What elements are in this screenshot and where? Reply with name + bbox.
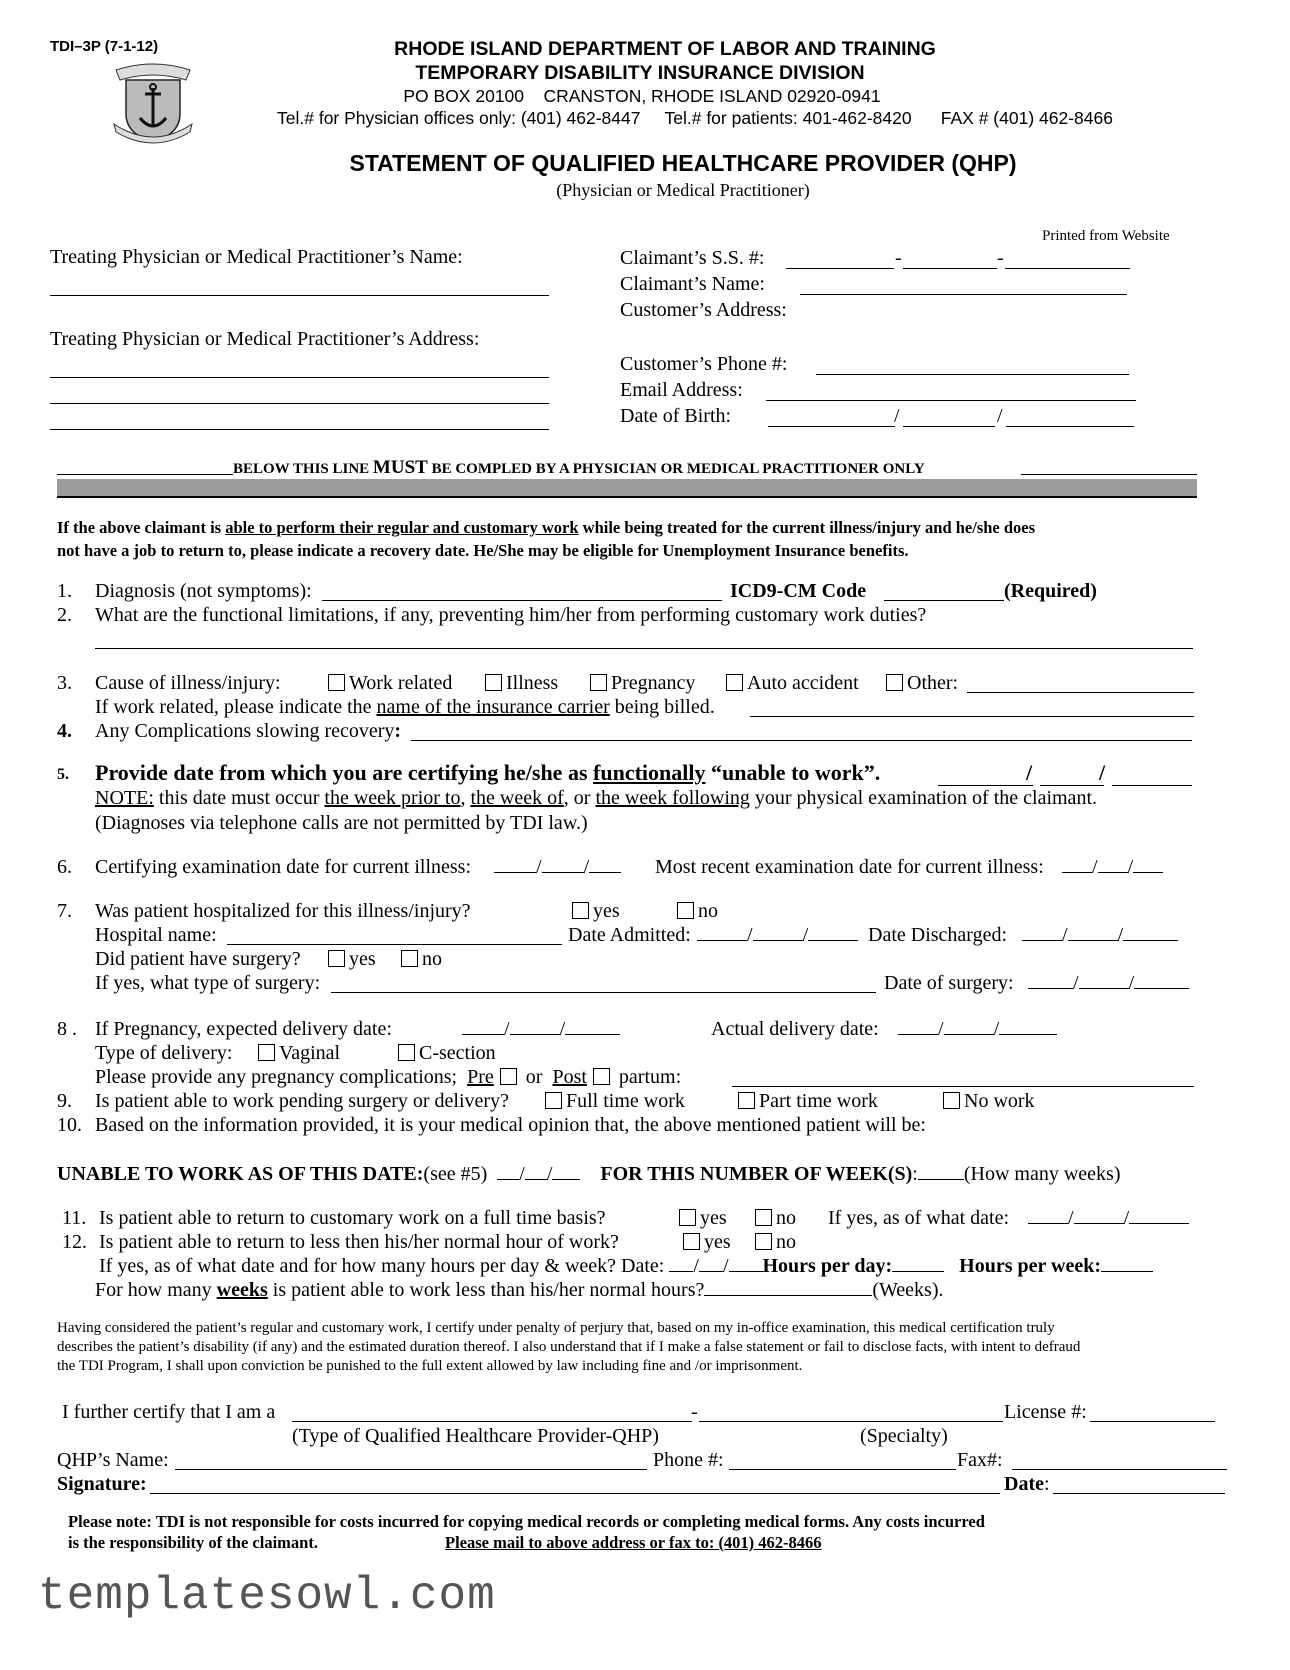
qhp-phone-label: Phone #: bbox=[653, 1449, 724, 1471]
unable-to-work-row: UNABLE TO WORK AS OF THIS DATE:(see #5) / / FOR THIS NUMBER OF WEEK(S): (How many weeks) bbox=[57, 1163, 1121, 1185]
full-time-option[interactable]: Full time work bbox=[539, 1090, 685, 1113]
division-name: TEMPORARY DISABILITY INSURANCE DIVISION bbox=[415, 62, 865, 84]
physician-address-field-3[interactable] bbox=[50, 429, 549, 430]
icd9-label: ICD9-CM Code bbox=[730, 580, 867, 602]
claimant-name-label: Claimant’s Name: bbox=[620, 273, 765, 295]
medical-opinion-label: Based on the information provided, it is your medical opinion that, the above mentioned patient will be: bbox=[95, 1114, 926, 1136]
part-time-checkbox[interactable] bbox=[738, 1092, 755, 1109]
dob-year-field[interactable] bbox=[1006, 426, 1134, 427]
full-time-return-yes-checkbox[interactable] bbox=[679, 1209, 696, 1226]
cause-other[interactable]: Other: bbox=[880, 672, 958, 695]
physician-address-label: Treating Physician or Medical Practitioner’s Address: bbox=[50, 328, 480, 350]
recent-exam-date[interactable]: / / bbox=[1062, 856, 1163, 879]
delivery-csection[interactable]: C-section bbox=[392, 1042, 496, 1065]
delivery-type-label: Type of delivery: bbox=[95, 1042, 233, 1064]
further-certify-label: I further certify that I am a bbox=[62, 1401, 276, 1423]
reduced-weeks-field[interactable] bbox=[704, 1281, 872, 1296]
intro-line-2: not have a job to return to, please indicate a recovery date. He/She may be eligible for Unemployment Insurance benefits. bbox=[57, 541, 909, 560]
surgery-type-label: If yes, what type of surgery: bbox=[95, 972, 321, 994]
license-label: License #: bbox=[1004, 1401, 1087, 1423]
certification-line-1: Having considered the patient’s regular and customary work, I certify under penalty of perjury that, based on my in-office examination, this medical certification truly bbox=[57, 1320, 1055, 1336]
hospitalized-label: Was patient hospitalized for this illness/injury? bbox=[95, 900, 471, 922]
footer-note-1: Please note: TDI is not responsible for costs incurred for copying medical records or completing medical forms. Any costs incurred bbox=[68, 1512, 985, 1531]
insurance-carrier-field[interactable] bbox=[750, 716, 1194, 717]
reduced-hours-yes[interactable]: yes bbox=[677, 1231, 731, 1254]
weeks-field[interactable] bbox=[918, 1165, 964, 1180]
certify-date-label: Provide date from which you are certifying he/she as functionally “unable to work”. bbox=[95, 760, 881, 785]
full-time-return-label: Is patient able to return to customary work on a full time basis? bbox=[99, 1207, 606, 1229]
qhp-type-field[interactable] bbox=[292, 1421, 692, 1422]
surgery-label: Did patient have surgery? bbox=[95, 948, 301, 970]
hospitalized-no[interactable]: no bbox=[671, 900, 718, 923]
date-admitted-label: Date Admitted: bbox=[568, 924, 691, 946]
hours-per-week-field[interactable] bbox=[1101, 1257, 1153, 1272]
auto-accident-checkbox[interactable] bbox=[726, 674, 743, 691]
specialty-field[interactable] bbox=[699, 1421, 1003, 1422]
diagnosis-field[interactable] bbox=[322, 600, 722, 601]
physician-name-field[interactable] bbox=[50, 295, 549, 296]
hospital-name-label: Hospital name: bbox=[95, 924, 217, 946]
cause-other-field[interactable] bbox=[967, 692, 1194, 693]
certify-date-day[interactable] bbox=[1040, 785, 1104, 786]
agency-address: PO BOX 20100 CRANSTON, RHODE ISLAND 02920-0941 bbox=[403, 86, 881, 106]
surgery-no[interactable]: no bbox=[395, 948, 442, 971]
pre-partum-checkbox[interactable] bbox=[500, 1068, 517, 1085]
physician-name-label: Treating Physician or Medical Practitioner’s Name: bbox=[50, 246, 463, 268]
claimant-ss-field-3[interactable] bbox=[1005, 268, 1130, 269]
pregnancy-complications-field[interactable] bbox=[732, 1086, 1194, 1087]
illness-checkbox[interactable] bbox=[485, 674, 502, 691]
claimant-name-field[interactable] bbox=[800, 294, 1127, 295]
reduced-hours-no[interactable]: no bbox=[749, 1231, 796, 1254]
other-checkbox[interactable] bbox=[886, 674, 903, 691]
pregnancy-complications: Please provide any pregnancy complications; Pre or Post partum: bbox=[95, 1066, 682, 1088]
complications-label: Any Complications slowing recovery: bbox=[95, 720, 402, 742]
expected-delivery-label: If Pregnancy, expected delivery date: bbox=[95, 1018, 392, 1040]
certify-note: NOTE: this date must occur the week prior to, the week of, or the week following your physical examination of the claimant. bbox=[95, 787, 1097, 809]
license-field[interactable] bbox=[1090, 1421, 1215, 1422]
cause-auto-accident[interactable]: Auto accident bbox=[720, 672, 859, 695]
footer-mail-fax: Please mail to above address or fax to: (401) 462-8466 bbox=[445, 1533, 822, 1552]
reduced-hours-no-checkbox[interactable] bbox=[755, 1233, 772, 1250]
no-work-checkbox[interactable] bbox=[943, 1092, 960, 1109]
functional-limitations-field[interactable] bbox=[95, 648, 1193, 649]
footer-note-2: is the responsibility of the claimant. bbox=[68, 1533, 318, 1552]
full-time-checkbox[interactable] bbox=[545, 1092, 562, 1109]
full-time-return-no[interactable]: no bbox=[749, 1207, 796, 1230]
work-related-checkbox[interactable] bbox=[328, 674, 345, 691]
expected-delivery-field[interactable]: / / bbox=[462, 1018, 620, 1041]
complications-field[interactable] bbox=[411, 740, 1192, 741]
cause-illness[interactable]: Illness bbox=[479, 672, 558, 695]
certify-note-2: (Diagnoses via telephone calls are not permitted by TDI law.) bbox=[95, 812, 588, 834]
qhp-fax-label: Fax#: bbox=[957, 1449, 1003, 1471]
certifying-exam-date[interactable]: / / bbox=[494, 856, 621, 879]
recent-exam-label: Most recent examination date for current illness: bbox=[655, 856, 1044, 878]
required-label: (Required) bbox=[1004, 580, 1097, 602]
full-time-return-yes[interactable]: yes bbox=[673, 1207, 727, 1230]
full-time-return-no-checkbox[interactable] bbox=[755, 1209, 772, 1226]
qhp-phone-field[interactable] bbox=[729, 1469, 956, 1470]
qhp-name-label: QHP’s Name: bbox=[57, 1449, 169, 1471]
divider-text: BELOW THIS LINE MUST BE COMPLED BY A PHYSICIAN OR MEDICAL PRACTITIONER ONLY bbox=[233, 457, 925, 478]
claimant-ss-field-1[interactable] bbox=[786, 268, 894, 269]
cause-label: Cause of illness/injury: bbox=[95, 672, 281, 694]
surgery-yes[interactable]: yes bbox=[322, 948, 376, 971]
cause-pregnancy[interactable]: Pregnancy bbox=[584, 672, 695, 695]
hospital-name-field[interactable] bbox=[227, 944, 562, 945]
signature-field[interactable] bbox=[150, 1493, 1000, 1494]
page-title: STATEMENT OF QUALIFIED HEALTHCARE PROVIDER (QHP) bbox=[349, 150, 1017, 176]
surgery-date-field[interactable]: / / bbox=[1028, 972, 1189, 995]
customer-address-label: Customer’s Address: bbox=[620, 299, 787, 321]
qhp-fax-field[interactable] bbox=[1012, 1469, 1227, 1470]
qhp-type-caption: (Type of Qualified Healthcare Provider-QHP) bbox=[292, 1425, 659, 1447]
actual-delivery-field[interactable]: / / bbox=[898, 1018, 1057, 1041]
customer-phone-field[interactable] bbox=[816, 374, 1129, 375]
certify-date-month[interactable] bbox=[938, 785, 1033, 786]
physician-address-field-2[interactable] bbox=[50, 403, 549, 404]
reduced-hours-yes-checkbox[interactable] bbox=[683, 1233, 700, 1250]
pregnancy-checkbox[interactable] bbox=[590, 674, 607, 691]
surgery-date-label: Date of surgery: bbox=[884, 972, 1014, 994]
hospitalized-yes-checkbox[interactable] bbox=[572, 902, 589, 919]
customer-phone-label: Customer’s Phone #: bbox=[620, 353, 788, 375]
certify-date-year[interactable] bbox=[1112, 785, 1192, 786]
full-time-return-date-label: If yes, as of what date: bbox=[828, 1207, 1010, 1229]
actual-delivery-label: Actual delivery date: bbox=[711, 1018, 879, 1040]
csection-checkbox[interactable] bbox=[398, 1044, 415, 1061]
work-pending-label: Is patient able to work pending surgery or delivery? bbox=[95, 1090, 509, 1112]
signature-date-label: Date: bbox=[1004, 1473, 1050, 1495]
no-work-option[interactable]: No work bbox=[937, 1090, 1035, 1113]
certification-line-2: describes the patient’s disability (if any) and the estimated duration thereof. I also understand that if I make a false statement or fail to disclose facts, with intent to defraud bbox=[57, 1339, 1081, 1355]
page-subtitle: (Physician or Medical Practitioner) bbox=[556, 180, 810, 200]
claimant-ss-label: Claimant’s S.S. #: bbox=[620, 247, 765, 269]
dob-month-field[interactable] bbox=[768, 426, 895, 427]
printed-note: Printed from Website bbox=[1042, 228, 1170, 244]
date-admitted-field[interactable]: / / bbox=[697, 924, 858, 947]
intro-line-1: If the above claimant is able to perform their regular and customary work while being treated for the current illness/injury and he/she does bbox=[57, 518, 1036, 537]
full-time-return-date[interactable]: / / bbox=[1028, 1207, 1189, 1230]
certification-line-3: the TDI Program, I shall upon conviction be punished to the full extent allowed by law including fine and /or imprisonment. bbox=[57, 1358, 803, 1374]
diagnosis-label: Diagnosis (not symptoms): bbox=[95, 580, 312, 602]
agency-phones: Tel.# for Physician offices only: (401) 462-8447 Tel.# for patients: 401-462-8420 FAX # (401) 462-8466 bbox=[277, 108, 1113, 128]
insurance-carrier-label: If work related, please indicate the name of the insurance carrier being billed. bbox=[95, 696, 715, 718]
dept-name: RHODE ISLAND DEPARTMENT OF LABOR AND TRAINING bbox=[394, 38, 936, 60]
surgery-type-field[interactable] bbox=[331, 992, 876, 993]
physician-address-field-1[interactable] bbox=[50, 377, 549, 378]
qhp-name-field[interactable] bbox=[175, 1469, 647, 1470]
certifying-exam-label: Certifying examination date for current illness: bbox=[95, 856, 471, 878]
vaginal-checkbox[interactable] bbox=[258, 1044, 275, 1061]
email-label: Email Address: bbox=[620, 379, 743, 401]
watermark: templatesowl.com bbox=[38, 1570, 496, 1622]
post-partum-checkbox[interactable] bbox=[593, 1068, 610, 1085]
dob-label: Date of Birth: bbox=[620, 405, 732, 427]
signature-label: Signature: bbox=[57, 1473, 147, 1495]
delivery-vaginal[interactable]: Vaginal bbox=[252, 1042, 340, 1065]
divider-bar bbox=[57, 479, 1197, 498]
claimant-ss-field-2[interactable] bbox=[903, 268, 997, 269]
cause-work-related[interactable]: Work related bbox=[322, 672, 452, 695]
hospitalized-no-checkbox[interactable] bbox=[677, 902, 694, 919]
icd9-field[interactable] bbox=[884, 600, 1004, 601]
surgery-yes-checkbox[interactable] bbox=[328, 950, 345, 967]
dob-day-field[interactable] bbox=[903, 426, 995, 427]
part-time-option[interactable]: Part time work bbox=[732, 1090, 878, 1113]
date-discharged-label: Date Discharged: bbox=[868, 924, 1008, 946]
email-field[interactable] bbox=[766, 400, 1136, 401]
form-code: TDI–3P (7-1-12) bbox=[50, 38, 159, 55]
date-discharged-field[interactable]: / / bbox=[1022, 924, 1178, 947]
reduced-weeks-label: For how many weeks is patient able to work less than his/her normal hours? (Weeks). bbox=[95, 1279, 944, 1301]
signature-date-field[interactable] bbox=[1053, 1493, 1225, 1494]
surgery-no-checkbox[interactable] bbox=[401, 950, 418, 967]
specialty-caption: (Specialty) bbox=[860, 1425, 948, 1447]
reduced-hours-label: Is patient able to return to less then his/her normal hour of work? bbox=[99, 1231, 619, 1253]
functional-limitations-label: What are the functional limitations, if any, preventing him/her from performing customary work duties? bbox=[95, 604, 927, 626]
reduced-hours-detail: If yes, as of what date and for how many hours per day & week? Date: / / Hours per day: Hours per week: bbox=[99, 1255, 1153, 1278]
hospitalized-yes[interactable]: yes bbox=[566, 900, 620, 923]
hours-per-day-field[interactable] bbox=[892, 1257, 944, 1272]
